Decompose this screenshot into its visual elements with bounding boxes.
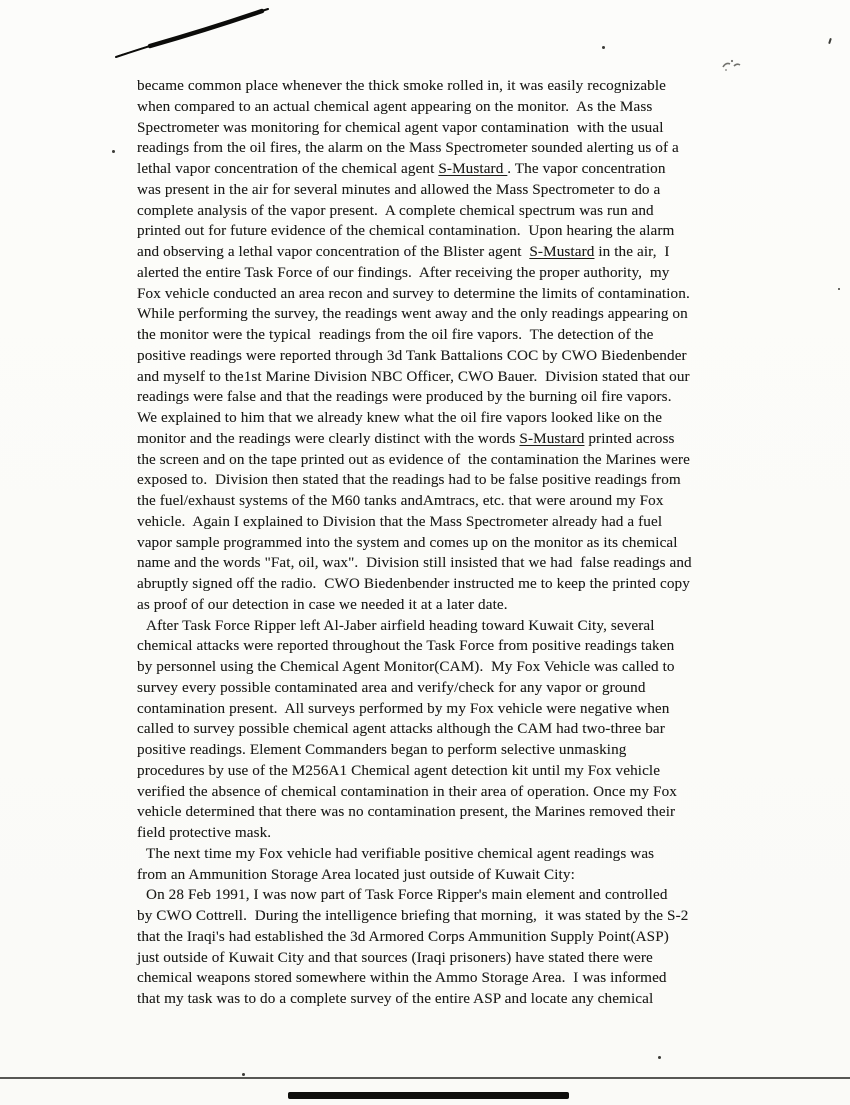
text-line (137, 97, 692, 118)
text-run: exposed to. Division then stated that the readings had to be false positive readings from (137, 471, 681, 489)
ink-speck (658, 1056, 661, 1059)
text-line (137, 201, 692, 222)
text-run: procedures by use of the M256A1 Chemical agent detection kit until my Fox vehicle (137, 761, 661, 779)
text-run: called to survey possible chemical agent attacks although the CAM had two-three bar (137, 720, 665, 738)
text-run: when compared to an actual chemical agent appearing on the monitor. As the Mass (137, 97, 653, 115)
text-line (137, 118, 692, 139)
text-run: was present in the air for several minutes and allowed the Mass Spectrometer to do a (137, 180, 661, 198)
text-run: name and the words "Fat, oil, wax". Division still insisted that we had false readings and (137, 554, 692, 572)
text-line (137, 304, 692, 325)
ink-speck (112, 150, 115, 153)
text-line (137, 450, 692, 471)
text-run: readings were false and that the readings were produced by the burning oil fire vapors. (137, 388, 672, 406)
text-run: lethal vapor concentration of the chemical agent (137, 160, 439, 177)
text-line (137, 927, 692, 948)
text-line (137, 595, 692, 616)
text-line (137, 367, 692, 388)
text-run: After Task Force Ripper left Al-Jaber airfield heading toward Kuwait City, several (146, 616, 655, 634)
text-run: verified the absence of chemical contamination in their area of operation. Once my Fox (137, 782, 677, 800)
text-run: printed out for future evidence of the chemical contamination. Upon hearing the alarm (137, 222, 675, 240)
text-run: field protective mask. (137, 824, 272, 841)
text-line (137, 408, 692, 429)
text-run: vehicle determined that there was no contamination present, the Marines removed their (137, 803, 676, 821)
text-line (137, 719, 692, 740)
text-run: that the Iraqi's had established the 3d Armored Corps Ammunition Supply Point(ASP) (137, 927, 669, 945)
text-line (137, 761, 692, 782)
text-line (137, 180, 692, 201)
text-line (137, 906, 692, 927)
underlined-text: S-Mustard (438, 160, 508, 177)
text-line (137, 574, 692, 595)
text-run: chemical weapons stored somewhere within the Ammo Storage Area. I was informed (137, 969, 667, 987)
scan-edge-bar (288, 1092, 569, 1099)
text-line (137, 782, 692, 803)
text-run: We explained to him that we already knew what the oil fire vapors looked like on the (137, 409, 663, 426)
pen-stroke-mark (0, 0, 300, 75)
scan-edge-line (0, 1077, 850, 1079)
text-line (137, 242, 692, 263)
ink-speck (242, 1073, 245, 1076)
text-run: by personnel using the Chemical Agent Monitor(CAM). My Fox Vehicle was called to (137, 658, 675, 675)
text-run: the screen and on the tape printed out as evidence of the contamination the Marines were (137, 450, 690, 468)
text-line (137, 802, 692, 823)
text-line (137, 138, 692, 159)
text-line (137, 616, 692, 637)
text-line (137, 470, 692, 491)
text-line (137, 657, 692, 678)
text-line (137, 263, 692, 284)
text-run: . The vapor concentration (507, 160, 666, 177)
ink-speck (602, 46, 605, 49)
text-run: monitor and the readings were clearly distinct with the words (137, 429, 520, 447)
text-run: abruptly signed off the radio. CWO Biedenbender instructed me to keep the printed copy (137, 575, 690, 592)
text-run: by CWO Cottrell. During the intelligence briefing that morning, it was stated by the S-2 (137, 907, 689, 924)
text-run: The next time my Fox vehicle had verifiable positive chemical agent readings was (146, 844, 655, 862)
ink-speck (838, 288, 840, 290)
text-run: and observing a lethal vapor concentration of the Blister agent (137, 243, 530, 260)
text-run: as proof of our detection in case we needed it at a later date. (137, 595, 508, 613)
text-line (137, 740, 692, 761)
text-run: and myself to the1st Marine Division NBC Officer, CWO Bauer. Division stated that our (137, 367, 690, 385)
text-line (137, 533, 692, 554)
scan-smudge (720, 56, 744, 74)
text-line (137, 865, 692, 886)
text-run: Spectrometer was monitoring for chemical agent vapor contamination with the usual (137, 118, 664, 136)
text-run: positive readings were reported through 3d Tank Battalions COC by CWO Biedenbender (137, 346, 687, 364)
text-line (137, 699, 692, 720)
text-line (137, 678, 692, 699)
text-run: alerted the entire Task Force of our findings. After receiving the proper authority, my (137, 263, 670, 281)
text-run: printed across (584, 429, 675, 447)
text-run: Fox vehicle conducted an area recon and survey to determine the limits of contamination. (137, 284, 690, 302)
text-run: On 28 Feb 1991, I was now part of Task Force Ripper's main element and controlled (146, 886, 668, 904)
text-line (137, 325, 692, 346)
text-run: the monitor were the typical readings from the oil fire vapors. The detection of the (137, 326, 654, 343)
text-line (137, 346, 692, 367)
text-line (137, 823, 692, 844)
text-run: vehicle. Again I explained to Division that the Mass Spectrometer already had a fuel (137, 512, 663, 530)
text-run: from an Ammunition Storage Area located just outside of Kuwait City: (137, 865, 575, 883)
text-line (137, 159, 692, 180)
text-line (137, 989, 692, 1010)
ink-speck (828, 38, 832, 44)
text-line (137, 512, 692, 533)
text-line (137, 284, 692, 305)
text-line (137, 387, 692, 408)
text-line (137, 491, 692, 512)
text-line (137, 636, 692, 657)
text-line (137, 968, 692, 989)
text-run: While performing the survey, the readings went away and the only readings appearing on (137, 305, 688, 323)
text-line (137, 76, 692, 97)
text-line (137, 553, 692, 574)
text-run: became common place whenever the thick smoke rolled in, it was easily recognizable (137, 77, 667, 94)
text-run: in the air, I (594, 243, 670, 260)
text-run: vapor sample programmed into the system and comes up on the monitor as its chemical (137, 533, 678, 551)
text-line (137, 844, 692, 865)
text-run: just outside of Kuwait City and that sources (Iraqi prisoners) have stated there were (137, 948, 653, 966)
text-line (137, 885, 692, 906)
text-run: readings from the oil fires, the alarm on the Mass Spectrometer sounded alerting us of a (137, 139, 679, 157)
underlined-text: S-Mustard (519, 429, 585, 447)
text-line (137, 429, 692, 450)
text-line (137, 948, 692, 969)
text-run: complete analysis of the vapor present. A complete chemical spectrum was run and (137, 201, 654, 219)
text-run: contamination present. All surveys performed by my Fox vehicle were negative when (137, 699, 670, 717)
text-run: positive readings. Element Commanders began to perform selective unmasking (137, 741, 627, 758)
text-run: the fuel/exhaust systems of the M60 tanks andAmtracs, etc. that were around my Fox (137, 492, 664, 509)
text-line (137, 221, 692, 242)
text-run: chemical attacks were reported throughout the Task Force from positive readings taken (137, 637, 675, 655)
text-run: survey every possible contaminated area and verify/check for any vapor or ground (137, 678, 646, 696)
document-text (137, 76, 692, 1010)
underlined-text: S-Mustard (529, 243, 595, 260)
text-run: that my task was to do a complete survey of the entire ASP and locate any chemical (137, 990, 654, 1007)
